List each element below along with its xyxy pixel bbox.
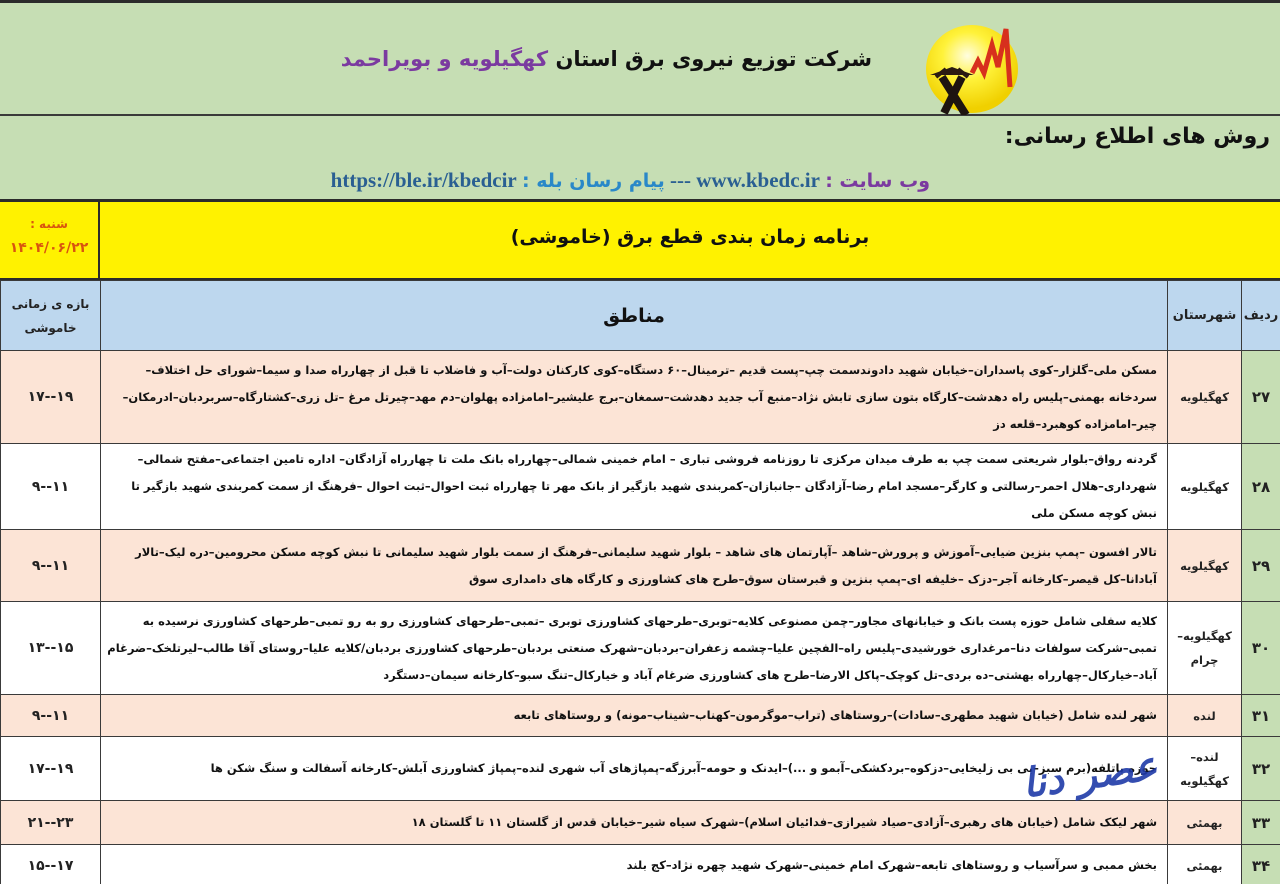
date-value: ۱۴۰۴/۰۶/۲۲ bbox=[9, 240, 89, 256]
table-row bbox=[1, 737, 1280, 801]
table-row bbox=[1, 530, 1280, 602]
table-row bbox=[1, 351, 1280, 444]
watermark-logo: عصر دنا bbox=[1019, 741, 1161, 808]
row-time: ۹--۱۱ bbox=[1, 530, 101, 602]
table-row bbox=[1, 602, 1280, 695]
row-city bbox=[1168, 737, 1242, 801]
row-time: ۹--۱۱ bbox=[1, 444, 101, 530]
header-time-range bbox=[1, 281, 101, 351]
row-index: ۲۹ bbox=[1242, 530, 1280, 602]
row-areas: حوزه پاتلفه(برم سبز–بی بی زلیخایی–دزکوه–بردکشکی–آبمو و ...)–ایدنک و حومه–آبرزگه–پمپاژهای آب شهری لنده–پمپاژ کشاورزی آبلش–کارخانه آسفالت و سنگ شکن ها bbox=[101, 737, 1168, 801]
row-time: ۹--۱۱ bbox=[1, 695, 101, 737]
schedule-title-band bbox=[0, 202, 1280, 280]
notification-methods bbox=[0, 116, 1280, 202]
row-time: ۱۵--۱۷ bbox=[1, 845, 101, 884]
header-regions: مناطق bbox=[101, 281, 1168, 351]
row-areas: شهر لیکک شامل (خیابان های رهبری–آزادی–صیاد شیرازی–فدائیان اسلام)–شهرک سیاه شیر–خیابان قدس از گلستان ۱۱ تا گلستان ۱۸ bbox=[101, 801, 1168, 845]
company-header bbox=[0, 0, 1280, 116]
row-areas: شهر لنده شامل (خیابان شهید مطهری–سادات)–روستاهای (تراب–موگرمون–کهناب–شیناب–مونه) و روستاهای تابعه bbox=[101, 695, 1168, 737]
row-index: ۲۷ bbox=[1242, 351, 1280, 444]
row-index: ۳۴ bbox=[1242, 845, 1280, 884]
table-row bbox=[1, 801, 1280, 845]
table-row bbox=[1, 444, 1280, 530]
messenger-label: پیام رسان بله : bbox=[522, 170, 665, 192]
row-city: کهگیلویه bbox=[1168, 444, 1242, 530]
header-time-line2: خاموشی bbox=[24, 320, 77, 335]
row-city-line1: کهگیلویه– bbox=[1177, 629, 1232, 643]
company-prefix: شرکت توزیع نیروی برق استان bbox=[555, 47, 872, 71]
contact-links bbox=[331, 168, 930, 193]
header-time-line1: بازه ی زمانی bbox=[11, 296, 90, 311]
power-tower-lightning-logo-icon bbox=[922, 17, 1022, 115]
row-city-line2: کهگیلویه bbox=[1180, 773, 1229, 788]
header-row-number: ردیف bbox=[1242, 281, 1280, 351]
row-areas: گردنه رواق–بلوار شریعتی سمت چپ به طرف میدان مرکزی تا روزنامه فروشی تباری – امام خمینی شمالی–چهارراه بانک ملت تا چهارراه آزادگان– اداره تامین اجتماعی–مفتح شمالی–شهرداری–هلال احمر–رسالتی و کارگر–مسجد امام رضا–آزادگان –جانبازان–کمربندی شهید بازگیر از بانک مهر تا چهارراه ثبت احوال–ثبت احوال –فرهنگ از سمت کمربندی شهید بازگیر تا نبش کوچه مسکن ملی bbox=[101, 444, 1168, 530]
company-name bbox=[341, 47, 872, 71]
row-city: بهمئی bbox=[1168, 801, 1242, 845]
row-areas: مسکن ملی–گلزار–کوی پاسداران–خیابان شهید دادوندسمت چپ–پست قدیم –ترمینال–۶۰ دستگاه–کوی کارکنان دولت–آب و فاضلاب تا قبل از چهارراه صدا و سیما–شورای حل اختلاف–سردخانه بهمنی–پلیس راه دهدشت–کارگاه بتون سازی تابش نژاد–منبع آب جدید دهدشت–سمغان–برج علیشیر–امامزاده پهلوان–دم مهد–چیرتل مرغ –تل زری–کشتارگاه–سربردبان–ادرمکان–چیر–امامزاده کوهبرد–قلعه دز bbox=[101, 351, 1168, 444]
row-index: ۲۸ bbox=[1242, 444, 1280, 530]
row-index: ۳۲ bbox=[1242, 737, 1280, 801]
company-province: کهگیلویه و بویراحمد bbox=[340, 47, 549, 71]
row-time: ۲۱--۲۳ bbox=[1, 801, 101, 845]
messenger-link[interactable]: https://ble.ir/kbedcir bbox=[330, 168, 517, 192]
row-city: کهگیلویه bbox=[1168, 351, 1242, 444]
notification-methods-title: روش های اطلاع رسانی: bbox=[1004, 124, 1270, 149]
row-areas: کلایه سفلی شامل حوزه پست بانک و خیابانهای مجاور–چمن مصنوعی کلایه–توبری–طرحهای کشاورزی توبری –تمبی–طرحهای کشاورزی رو به رو تمبی–طرحهای کشاورزی نرسیده به تمبی–شرکت سولفات دنا–مرغداری خورشیدی–پلیس راه–الفچین علیا–چشمه زعفران–بردبان–شهرک صنعتی بردبان–طرحهای کشاورزی بردبان/کلایه علیا–روستای آقا طالب–لیرتلخک–ضرغام آباد–خیارکال–چهارراه بهشتی–ده بردی–تل کوچک–پاکل الارضا–طرح های کشاورزی ضرغام آباد و خیارکال–تنگ سبو–کارخانه سیمان–دستگرد bbox=[101, 602, 1168, 695]
row-city-line2: چرام bbox=[1190, 653, 1219, 667]
row-time: ۱۳--۱۵ bbox=[1, 602, 101, 695]
header-city: شهرستان bbox=[1168, 281, 1242, 351]
row-city-line1: لنده– bbox=[1190, 749, 1219, 764]
row-index: ۳۱ bbox=[1242, 695, 1280, 737]
row-city: لنده bbox=[1168, 695, 1242, 737]
row-city: کهگیلویه bbox=[1168, 530, 1242, 602]
row-time: ۱۷--۱۹ bbox=[1, 351, 101, 444]
row-areas: تالار افسون –پمپ بنزین ضیایی–آموزش و پرورش–شاهد –آپارتمان های شاهد – بلوار شهید سلیمانی–فرهنگ از سمت بلوار شهید سلیمانی تا نبش کوچه مسکن محرومین–دره لیک–تالار آبادانا–کل قیصر–کارخانه آجر–دزک –خلیفه ای–پمپ بنزین و قبرستان سوق–طرح های کشاورزی و کارگاه های دامداری سوق bbox=[101, 530, 1168, 602]
row-index: ۳۰ bbox=[1242, 602, 1280, 695]
schedule-title: برنامه زمان بندی قطع برق (خاموشی) bbox=[510, 226, 870, 248]
table-row bbox=[1, 845, 1280, 884]
outage-schedule-table bbox=[0, 280, 1280, 884]
row-city bbox=[1168, 602, 1242, 695]
schedule-date bbox=[0, 202, 100, 278]
table-header-row bbox=[1, 281, 1280, 351]
day-label: شنبه : bbox=[30, 217, 68, 231]
website-link[interactable]: www.kbedc.ir bbox=[696, 168, 820, 192]
row-index: ۳۳ bbox=[1242, 801, 1280, 845]
row-city: بهمئی bbox=[1168, 845, 1242, 884]
separator: --- bbox=[670, 168, 692, 192]
row-areas: بخش ممبی و سرآسیاب و روستاهای تابعه–شهرک امام خمینی–شهرک شهید چهره نژاد–کج بلند bbox=[101, 845, 1168, 884]
website-label: وب سایت : bbox=[825, 170, 930, 192]
row-time: ۱۷--۱۹ bbox=[1, 737, 101, 801]
table-row bbox=[1, 695, 1280, 737]
